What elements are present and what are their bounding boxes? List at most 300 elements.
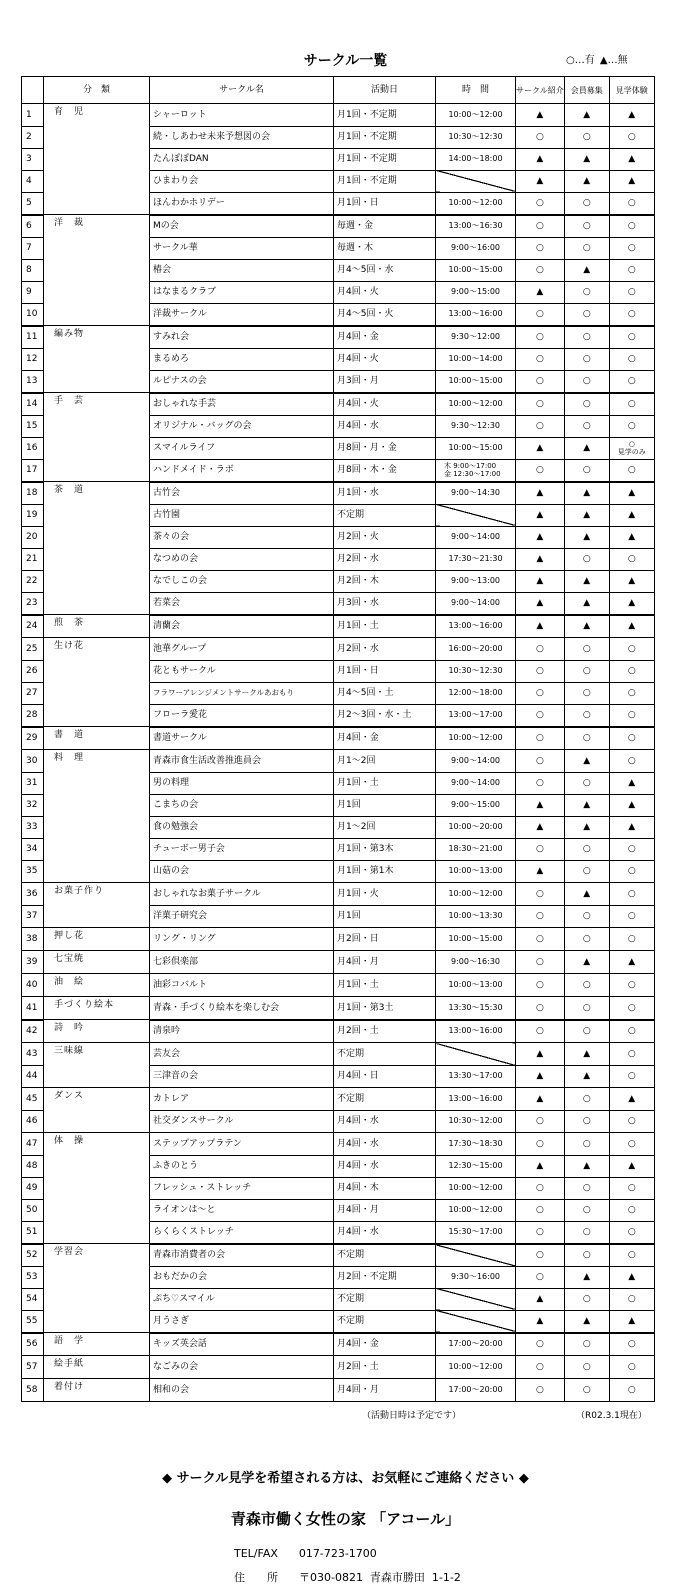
row-category	[44, 1177, 150, 1199]
row-time: 12:30～15:00	[436, 1155, 516, 1177]
row-activity-day: 月2回・日	[334, 928, 436, 951]
row-activity-day: 月4回・月	[334, 1379, 436, 1402]
row-category: 料 理	[44, 750, 150, 773]
header-name: サークル名	[150, 77, 334, 104]
row-circle-name: フレッシュ・ストレッチ	[150, 1177, 334, 1199]
legend-no: ▲…無	[599, 55, 628, 66]
row-recruit-mark: ○	[564, 370, 609, 393]
row-circle-name: らくらくストレッチ	[150, 1221, 334, 1244]
row-visit-mark: ▲	[609, 148, 654, 170]
table-row	[22, 727, 655, 750]
row-time: 15:30～17:00	[436, 1221, 516, 1244]
row-recruit-mark: ○	[564, 772, 609, 794]
row-circle-name: Mの会	[150, 215, 334, 238]
table-row	[22, 928, 655, 951]
row-time: 9:00～14:00	[436, 592, 516, 615]
row-number: 50	[22, 1199, 44, 1221]
row-time: 10:00～20:00	[436, 816, 516, 838]
header-visit: 見学体験	[609, 77, 654, 104]
row-intro-mark: ▲	[516, 615, 565, 638]
row-intro-mark: ▲	[516, 1155, 565, 1177]
row-category	[44, 259, 150, 281]
row-visit-mark: ○	[609, 303, 654, 326]
row-number: 37	[22, 905, 44, 928]
table-row	[22, 615, 655, 638]
row-category	[44, 570, 150, 592]
table-row	[22, 997, 655, 1020]
row-category: 三味線	[44, 1043, 150, 1066]
row-activity-day: 不定期	[334, 504, 436, 526]
table-row	[22, 951, 655, 974]
row-visit-mark: ○	[609, 1379, 654, 1402]
row-number: 16	[22, 437, 44, 459]
table-row	[22, 348, 655, 370]
table-row	[22, 148, 655, 170]
row-intro-mark: ○	[516, 1333, 565, 1356]
row-intro-mark: ○	[516, 1356, 565, 1379]
row-number: 54	[22, 1288, 44, 1310]
table-row	[22, 1356, 655, 1379]
row-time: 10:00～12:00	[436, 1356, 516, 1379]
address-label: 住 所	[234, 1571, 278, 1584]
row-recruit-mark: ○	[564, 192, 609, 215]
table-row	[22, 905, 655, 928]
row-number: 33	[22, 816, 44, 838]
row-time: 10:00～12:00	[436, 104, 516, 127]
table-row	[22, 592, 655, 615]
row-number: 4	[22, 170, 44, 192]
table-row	[22, 794, 655, 816]
row-visit-mark: ○	[609, 905, 654, 928]
row-activity-day: 不定期	[334, 1043, 436, 1066]
row-number: 26	[22, 660, 44, 682]
row-time-empty	[436, 504, 516, 526]
row-category	[44, 1065, 150, 1088]
row-number: 19	[22, 504, 44, 526]
row-activity-day: 月1回・土	[334, 615, 436, 638]
row-activity-day: 月1回・不定期	[334, 170, 436, 192]
row-recruit-mark: ○	[564, 997, 609, 1020]
row-category: 油 絵	[44, 974, 150, 997]
row-intro-mark: ○	[516, 1177, 565, 1199]
row-visit-mark: ○	[609, 1221, 654, 1244]
row-time: 10:00～13:00	[436, 974, 516, 997]
row-category: 生け花	[44, 638, 150, 661]
row-number: 52	[22, 1244, 44, 1267]
row-number: 30	[22, 750, 44, 773]
row-number: 12	[22, 348, 44, 370]
row-category	[44, 370, 150, 393]
row-category	[44, 126, 150, 148]
row-activity-day: 月1～2回	[334, 816, 436, 838]
row-recruit-mark: ▲	[564, 1155, 609, 1177]
row-recruit-mark: ○	[564, 1088, 609, 1111]
table-row	[22, 1043, 655, 1066]
row-visit-mark: ▲	[609, 104, 654, 127]
row-visit-mark: ▲	[609, 772, 654, 794]
row-number: 57	[22, 1356, 44, 1379]
row-category	[44, 1199, 150, 1221]
row-recruit-mark: ○	[564, 1199, 609, 1221]
row-intro-mark: ▲	[516, 281, 565, 303]
row-number: 22	[22, 570, 44, 592]
row-number: 42	[22, 1020, 44, 1043]
row-activity-day: 月1回	[334, 794, 436, 816]
row-time: 13:30～15:30	[436, 997, 516, 1020]
row-visit-mark: ○	[609, 415, 654, 437]
row-circle-name: サークル華	[150, 237, 334, 259]
row-activity-day: 月1回・日	[334, 660, 436, 682]
row-category: 編み物	[44, 326, 150, 349]
row-intro-mark: ○	[516, 459, 565, 482]
row-visit-mark: ○	[609, 548, 654, 570]
row-intro-mark: ○	[516, 704, 565, 727]
row-number: 13	[22, 370, 44, 393]
row-number: 7	[22, 237, 44, 259]
row-circle-name: リング・リング	[150, 928, 334, 951]
row-recruit-mark: ○	[564, 1133, 609, 1156]
table-row	[22, 838, 655, 860]
table-row	[22, 1244, 655, 1267]
row-time: 13:00～16:00	[436, 303, 516, 326]
row-time: 17:00～20:00	[436, 1379, 516, 1402]
row-intro-mark: ○	[516, 660, 565, 682]
row-circle-name: ステップアップラテン	[150, 1133, 334, 1156]
row-circle-name: フラワーアレンジメントサークルあおもり	[150, 682, 334, 704]
row-time: 14:00～18:00	[436, 148, 516, 170]
row-circle-name: 青森市食生活改善推進員会	[150, 750, 334, 773]
row-number: 15	[22, 415, 44, 437]
row-time: 10:00～12:00	[436, 192, 516, 215]
row-circle-name: 青森・手づくり絵本を楽しむ会	[150, 997, 334, 1020]
row-category: 詩 吟	[44, 1020, 150, 1043]
table-body	[22, 104, 655, 1402]
row-time: 10:00～13:00	[436, 860, 516, 883]
row-circle-name: チューボー男子会	[150, 838, 334, 860]
row-visit-mark: ○	[609, 326, 654, 349]
row-activity-day: 月4回・水	[334, 415, 436, 437]
row-category	[44, 148, 150, 170]
row-time: 18:30～21:00	[436, 838, 516, 860]
row-recruit-mark: ▲	[564, 148, 609, 170]
row-circle-name: なでしこの会	[150, 570, 334, 592]
row-activity-day: 月2回・火	[334, 526, 436, 548]
row-number: 8	[22, 259, 44, 281]
row-time: 9:00～15:00	[436, 794, 516, 816]
row-category	[44, 1155, 150, 1177]
table-row	[22, 259, 655, 281]
row-circle-name: ふきのとう	[150, 1155, 334, 1177]
row-circle-name: 清蘭会	[150, 615, 334, 638]
table-row	[22, 215, 655, 238]
row-number: 21	[22, 548, 44, 570]
row-intro-mark: ○	[516, 393, 565, 416]
row-visit-mark: ▲	[609, 1310, 654, 1333]
row-circle-name: 古竹園	[150, 504, 334, 526]
row-category	[44, 1310, 150, 1333]
row-time-empty	[436, 1310, 516, 1333]
row-intro-mark: ○	[516, 215, 565, 238]
row-category: 手づくり絵本	[44, 997, 150, 1020]
row-activity-day: 不定期	[334, 1288, 436, 1310]
row-recruit-mark: ○	[564, 905, 609, 928]
row-time-line-1: 木 9:00～17:00	[444, 462, 497, 470]
row-time: 9:30～12:00	[436, 326, 516, 349]
row-recruit-mark: ▲	[564, 750, 609, 773]
row-category	[44, 437, 150, 459]
legend	[566, 51, 630, 66]
row-category	[44, 237, 150, 259]
row-circle-name: オリジナル・バッグの会	[150, 415, 334, 437]
row-activity-day: 月3回・月	[334, 370, 436, 393]
row-visit-mark: ○	[609, 997, 654, 1020]
row-activity-day: 月2回・水	[334, 638, 436, 661]
row-number: 5	[22, 192, 44, 215]
row-number: 14	[22, 393, 44, 416]
row-recruit-mark: ○	[564, 1379, 609, 1402]
header-recruit: 会員募集	[564, 77, 609, 104]
row-activity-day: 月4回・金	[334, 326, 436, 349]
row-visit-mark: ▲	[609, 794, 654, 816]
row-visit-mark: ○	[609, 660, 654, 682]
row-activity-day: 月1回・土	[334, 772, 436, 794]
row-time: 9:00～15:00	[436, 281, 516, 303]
row-visit-mark: ○	[609, 1288, 654, 1310]
row-recruit-mark: ▲	[564, 504, 609, 526]
table-row	[22, 682, 655, 704]
row-circle-name: 社交ダンスサークル	[150, 1110, 334, 1133]
contact-message: ◆ サークル見学を希望される方は、お気軽にご連絡ください ◆	[162, 1471, 529, 1486]
row-visit-mark: ○	[609, 348, 654, 370]
table-row	[22, 1288, 655, 1310]
row-number: 10	[22, 303, 44, 326]
row-category	[44, 794, 150, 816]
row-activity-day: 月4回・火	[334, 393, 436, 416]
table-row	[22, 237, 655, 259]
row-number: 51	[22, 1221, 44, 1244]
table-row	[22, 504, 655, 526]
row-activity-day: 不定期	[334, 1244, 436, 1267]
row-visit-mark: ○	[609, 1333, 654, 1356]
row-category	[44, 303, 150, 326]
table-row	[22, 1020, 655, 1043]
row-category: 語 学	[44, 1333, 150, 1356]
row-intro-mark: ▲	[516, 1065, 565, 1088]
table-row	[22, 393, 655, 416]
row-number: 17	[22, 459, 44, 482]
row-visit-mark: ▲	[609, 1266, 654, 1288]
row-circle-name: ルピナスの会	[150, 370, 334, 393]
row-circle-name: 清泉吟	[150, 1020, 334, 1043]
row-intro-mark: ▲	[516, 1310, 565, 1333]
row-time-empty	[436, 170, 516, 192]
row-recruit-mark: ○	[564, 326, 609, 349]
row-circle-name: スマイルライフ	[150, 437, 334, 459]
table-row	[22, 570, 655, 592]
row-recruit-mark: ○	[564, 459, 609, 482]
row-time: 9:00～14:00	[436, 772, 516, 794]
row-recruit-mark: ○	[564, 1333, 609, 1356]
row-time: 16:00～20:00	[436, 638, 516, 661]
row-visit-mark: ○	[609, 1356, 654, 1379]
row-circle-name: たんぽぽDAN	[150, 148, 334, 170]
row-number: 11	[22, 326, 44, 349]
tel-line	[234, 1547, 377, 1560]
row-visit-mark: ○	[609, 259, 654, 281]
row-number: 6	[22, 215, 44, 238]
row-circle-name: カトレア	[150, 1088, 334, 1111]
row-category	[44, 838, 150, 860]
row-category	[44, 504, 150, 526]
row-intro-mark: ○	[516, 259, 565, 281]
row-time: 13:30～17:00	[436, 1065, 516, 1088]
row-recruit-mark: ▲	[564, 816, 609, 838]
row-category: お菓子作り	[44, 883, 150, 906]
row-visit-mark: ○	[609, 215, 654, 238]
row-recruit-mark: ▲	[564, 1043, 609, 1066]
table-row	[22, 281, 655, 303]
row-activity-day: 月3回・水	[334, 592, 436, 615]
row-time: 9:00～16:30	[436, 951, 516, 974]
row-intro-mark: ○	[516, 727, 565, 750]
table-row	[22, 1266, 655, 1288]
row-time: 10:00～15:00	[436, 928, 516, 951]
row-time: 9:00～13:00	[436, 570, 516, 592]
row-recruit-mark: ○	[564, 303, 609, 326]
row-intro-mark: ○	[516, 638, 565, 661]
row-recruit-mark: ○	[564, 415, 609, 437]
row-recruit-mark: ○	[564, 660, 609, 682]
row-category: 茶 道	[44, 482, 150, 505]
table-row	[22, 772, 655, 794]
row-intro-mark: ○	[516, 1221, 565, 1244]
row-visit-mark: ○	[609, 1110, 654, 1133]
row-visit-mark: ○	[609, 727, 654, 750]
row-intro-mark: ○	[516, 682, 565, 704]
row-circle-name: なごみの会	[150, 1356, 334, 1379]
row-recruit-mark: ▲	[564, 1065, 609, 1088]
row-number: 56	[22, 1333, 44, 1356]
row-activity-day: 月8回・月・金	[334, 437, 436, 459]
row-number: 46	[22, 1110, 44, 1133]
row-visit-mark: ▲	[609, 615, 654, 638]
row-circle-name: 椿会	[150, 259, 334, 281]
row-circle-name: ハンドメイド・ラボ	[150, 459, 334, 482]
table-row	[22, 370, 655, 393]
row-activity-day: 月4～5回・火	[334, 303, 436, 326]
row-time: 10:00～12:00	[436, 883, 516, 906]
row-activity-day: 月4～5回・土	[334, 682, 436, 704]
table-row	[22, 1333, 655, 1356]
row-intro-mark: ○	[516, 1199, 565, 1221]
row-intro-mark: ○	[516, 974, 565, 997]
row-recruit-mark: ▲	[564, 170, 609, 192]
table-header-row	[22, 77, 655, 104]
row-recruit-mark: ▲	[564, 615, 609, 638]
row-recruit-mark: ○	[564, 1244, 609, 1267]
row-activity-day: 毎週・木	[334, 237, 436, 259]
row-activity-day: 月4回・水	[334, 1221, 436, 1244]
row-circle-name: キッズ英会話	[150, 1333, 334, 1356]
row-circle-name: 池華グループ	[150, 638, 334, 661]
row-activity-day: 不定期	[334, 1310, 436, 1333]
row-recruit-mark: ○	[564, 1110, 609, 1133]
row-circle-name: 山菇の会	[150, 860, 334, 883]
row-category: 絵手紙	[44, 1356, 150, 1379]
row-category: 七宝焼	[44, 951, 150, 974]
row-circle-name: 青森市消費者の会	[150, 1244, 334, 1267]
header-time: 時 間	[436, 77, 516, 104]
row-circle-name: 食の勉強会	[150, 816, 334, 838]
row-category	[44, 1110, 150, 1133]
row-recruit-mark: ○	[564, 1288, 609, 1310]
row-visit-mark: ○	[609, 1133, 654, 1156]
row-intro-mark: ▲	[516, 794, 565, 816]
row-activity-day: 月2回・不定期	[334, 1266, 436, 1288]
row-number: 18	[22, 482, 44, 505]
row-activity-day: 月1回	[334, 905, 436, 928]
row-time: 9:00～14:00	[436, 750, 516, 773]
row-intro-mark: ○	[516, 1110, 565, 1133]
row-category	[44, 1221, 150, 1244]
row-category	[44, 772, 150, 794]
row-number: 2	[22, 126, 44, 148]
row-circle-name: 三津音の会	[150, 1065, 334, 1088]
row-intro-mark: ▲	[516, 860, 565, 883]
row-activity-day: 月2回・土	[334, 1356, 436, 1379]
row-visit-mark: ○	[609, 638, 654, 661]
row-intro-mark: ○	[516, 928, 565, 951]
row-circle-name: 茶々の会	[150, 526, 334, 548]
row-circle-name: 洋裁サークル	[150, 303, 334, 326]
row-recruit-mark: ▲	[564, 1310, 609, 1333]
row-recruit-mark: ○	[564, 860, 609, 883]
header-category: 分 類	[44, 77, 150, 104]
row-recruit-mark: ▲	[564, 259, 609, 281]
row-activity-day: 月1回・水	[334, 482, 436, 505]
row-intro-mark: ○	[516, 303, 565, 326]
row-visit-mark: ▲	[609, 1155, 654, 1177]
row-category: ダンス	[44, 1088, 150, 1111]
row-activity-day: 月4回・木	[334, 1177, 436, 1199]
row-visit-mark: ▲	[609, 504, 654, 526]
row-recruit-mark: ▲	[564, 437, 609, 459]
row-visit-mark: ○	[609, 1177, 654, 1199]
row-activity-day: 月1回・不定期	[334, 126, 436, 148]
row-recruit-mark: ○	[564, 682, 609, 704]
table-row	[22, 326, 655, 349]
row-visit-mark: ▲	[609, 816, 654, 838]
address-value: 〒030-0821 青森市勝田 1-1-2	[298, 1571, 461, 1584]
row-number: 55	[22, 1310, 44, 1333]
table-row	[22, 660, 655, 682]
row-recruit-mark: ▲	[564, 1266, 609, 1288]
table-row	[22, 104, 655, 127]
row-number: 38	[22, 928, 44, 951]
row-intro-mark: ○	[516, 905, 565, 928]
row-visit-mark: ○	[609, 1020, 654, 1043]
row-number: 45	[22, 1088, 44, 1111]
row-number: 44	[22, 1065, 44, 1088]
row-category: 煎 茶	[44, 615, 150, 638]
row-intro-mark: ○	[516, 883, 565, 906]
row-recruit-mark: ○	[564, 1020, 609, 1043]
row-visit-mark: ○	[609, 860, 654, 883]
row-activity-day: 月1回・火	[334, 883, 436, 906]
row-intro-mark: ▲	[516, 148, 565, 170]
row-time: 10:00～12:00	[436, 1177, 516, 1199]
row-circle-name: すみれ会	[150, 326, 334, 349]
